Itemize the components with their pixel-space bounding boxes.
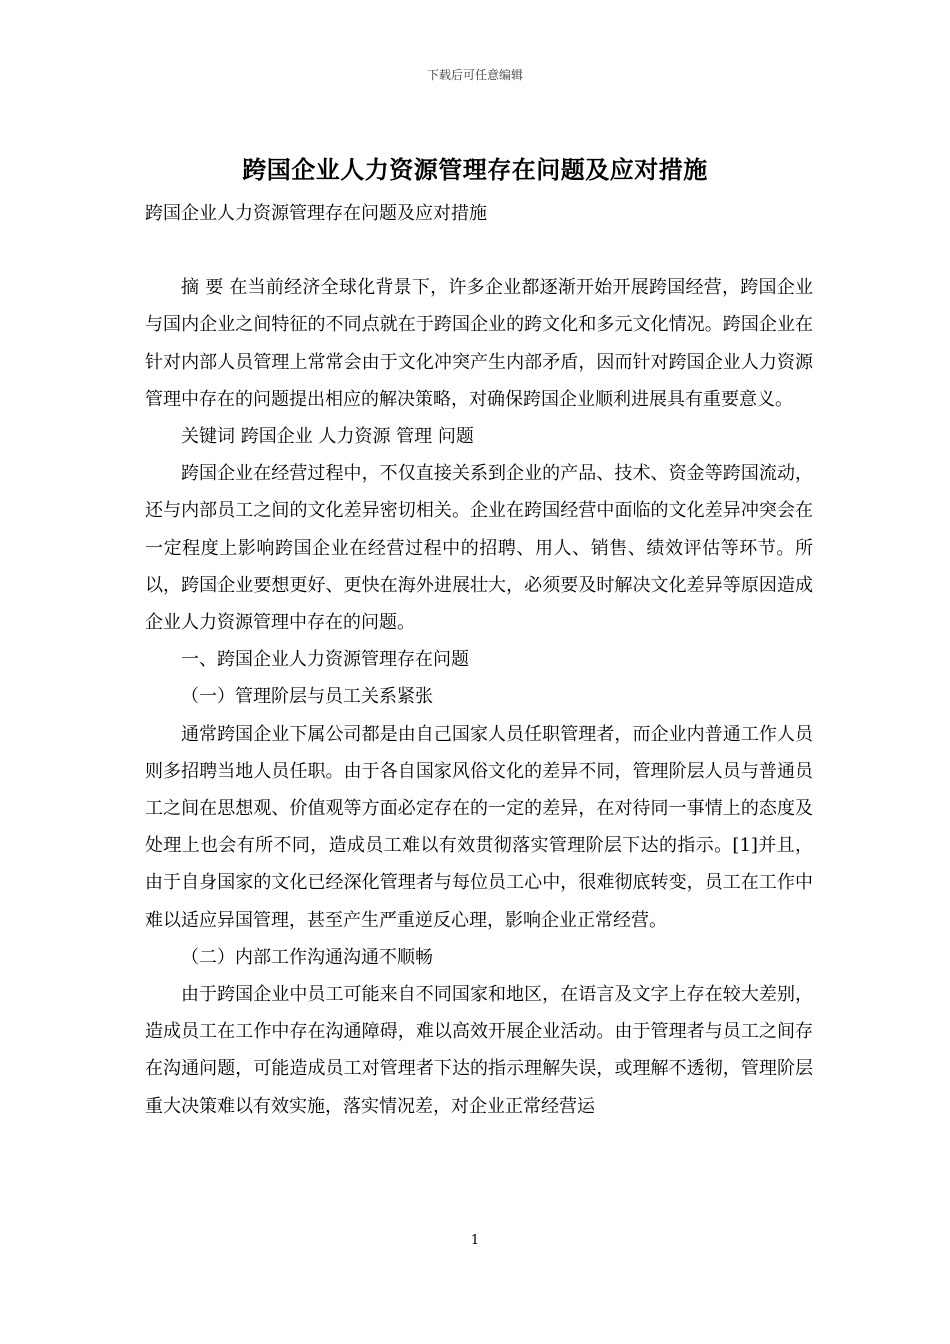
document-title: 跨国企业人力资源管理存在问题及应对措施 — [242, 155, 708, 184]
intro-paragraph: 跨国企业在经营过程中，不仅直接关系到企业的产品、技术、资金等跨国流动，还与内部员工之间的文化差异密切相关。企业在跨国经营中面临的文化差异冲突会在一定程度上影响跨国企业在经营过程中的招聘、用人、销售、绩效评估等环节。所以，跨国企业要想更好、更快在海外进展壮大，必须要及时解决文化差异等原因造成企业人力资源管理中存在的问题。 — [145, 463, 813, 634]
header-note: 下载后可任意编辑 — [426, 68, 523, 82]
subsection-2-paragraph: 由于跨国企业中员工可能来自不同国家和地区，在语言及文字上存在较大差别，造成员工在工作中存在沟通障碍，难以高效开展企业活动。由于管理者与员工之间存在沟通问题，可能造成员工对管理者下达的指示理解失误，或理解不透彻，管理阶层重大决策难以有效实施，落实情况差，对企业正常经营运 — [145, 984, 813, 1117]
page-number: 1 — [470, 1233, 480, 1248]
keywords-line: 关键词 跨国企业 人力资源 管理 问题 — [181, 426, 474, 448]
subsection-1-paragraph: 通常跨国企业下属公司都是由自己国家人员任职管理者，而企业内普通工作人员则多招聘当地人员任职。由于各自国家风俗文化的差异不同，管理阶层人员与普通员工之间在思想观、价值观等方面必定存在的一定的差异，在对待同一事情上的态度及处理上也会有所不同，造成员工难以有效贯彻落实管理阶层下达的指示。[1]并且，由于自身国家的文化已经深化管理者与每位员工心中，很难彻底转变，员工在工作中难以适应异国管理，甚至产生严重逆反心理，影响企业正常经营。 — [145, 723, 813, 931]
section-heading-1: 一、跨国企业人力资源管理存在问题 — [181, 649, 469, 671]
subsection-heading-1: （一）管理阶层与员工关系紧张 — [181, 686, 433, 708]
subsection-heading-2: （二）内部工作沟通沟通不顺畅 — [181, 946, 433, 968]
abstract-paragraph: 摘 要 在当前经济全球化背景下，许多企业都逐渐开始开展跨国经营，跨国企业与国内企业之间特征的不同点就在于跨国企业的跨文化和多元文化情况。跨国企业在针对内部人员管理上常常会由于文化冲突产生内部矛盾，因而针对跨国企业人力资源管理中存在的问题提出相应的解决策略，对确保跨国企业顺利进展具有重要意义。 — [145, 277, 813, 410]
document-body — [145, 195, 813, 1125]
document-subtitle: 跨国企业人力资源管理存在问题及应对措施 — [145, 203, 487, 224]
